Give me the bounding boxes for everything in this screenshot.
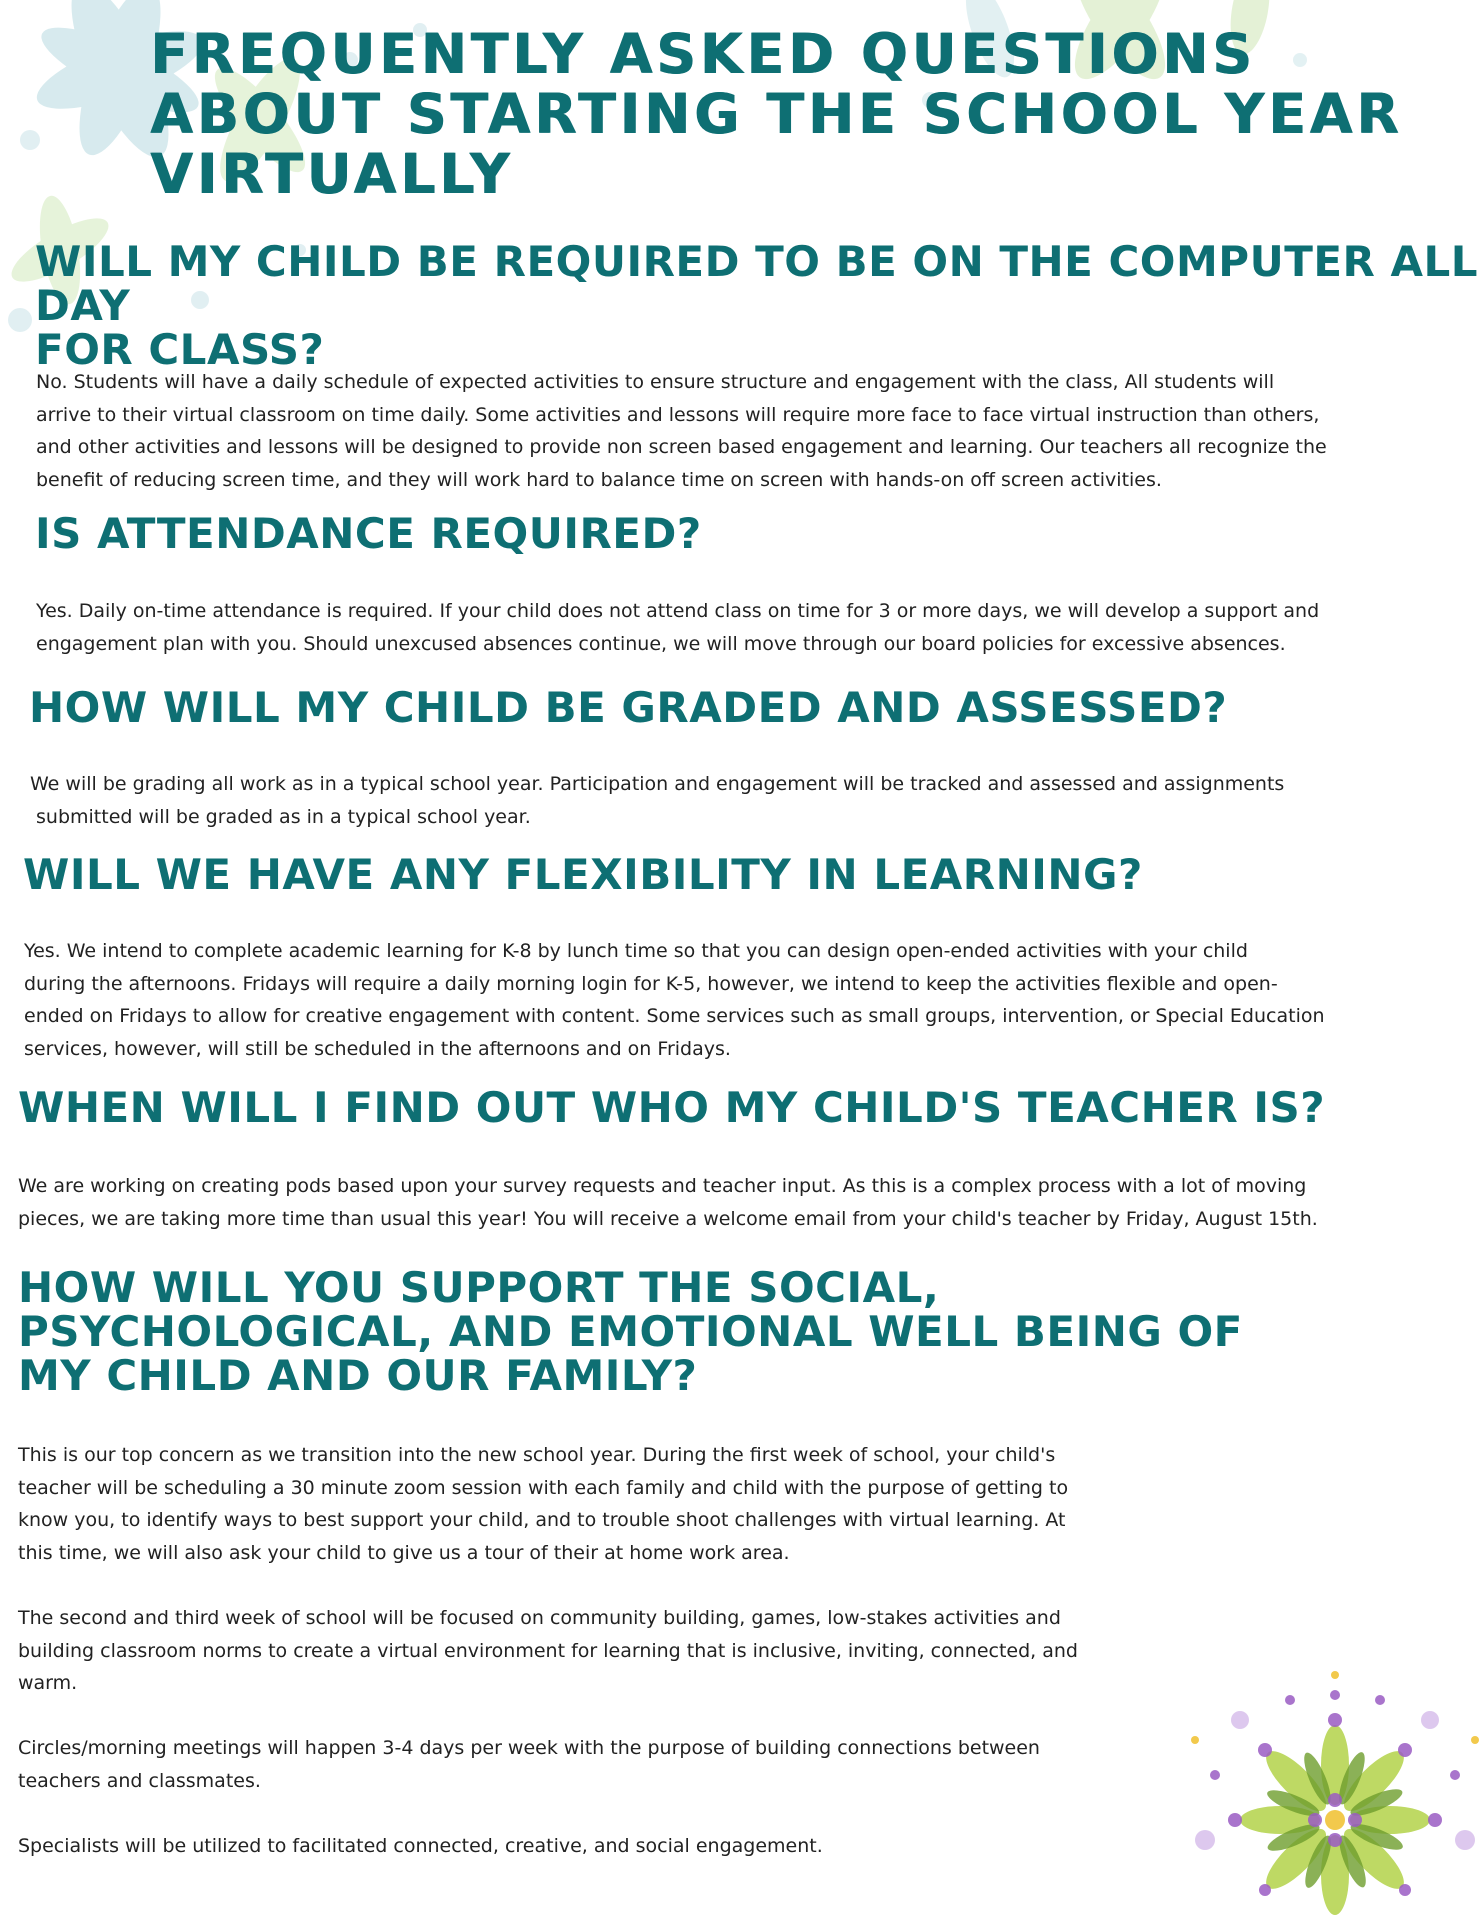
faq-answer-line: arrive to their virtual classroom on time daily. Some activities and lessons will require more face to face virtual instruction than others, xyxy=(36,403,1320,426)
faq-question-line: PSYCHOLOGICAL, AND EMOTIONAL WELL BEING OF xyxy=(18,1307,1243,1356)
faq-answer-line: Yes. We intend to complete academic learning for K-8 by lunch time so that you can design open-ended activities with your child xyxy=(24,940,1248,962)
faq-answer-line: benefit of reducing screen time, and they will work hard to balance time on screen with hands-on off screen activities. xyxy=(36,468,1162,491)
faq-answer-paragraph xyxy=(18,1439,1068,1569)
faq-question-line: WHEN WILL I FIND OUT WHO MY CHILD'S TEACHER IS? xyxy=(18,1083,1326,1132)
faq-question xyxy=(18,1083,1326,1132)
faq-answer-line: this time, we will also ask your child to give us a tour of their at home work area. xyxy=(18,1541,790,1564)
faq-answer-paragraph xyxy=(18,1602,1078,1700)
faq-answer-line: building classroom norms to create a virtual environment for learning that is inclusive, inviting, connected, and xyxy=(18,1639,1078,1662)
mandala-flower-decoration xyxy=(1170,1590,1483,1920)
faq-question xyxy=(35,509,702,558)
faq-answer-line: submitted will be graded as in a typical school year. xyxy=(36,805,531,828)
faq-question-line: WILL WE HAVE ANY FLEXIBILITY IN LEARNING? xyxy=(23,850,1143,899)
faq-question-line: IS ATTENDANCE REQUIRED? xyxy=(35,509,702,558)
faq-answer-line: during the afternoons. Fridays will require a daily morning login for K-5, however, we intend to keep the activities flexible and open- xyxy=(24,972,1278,995)
title-line: FREQUENTLY ASKED QUESTIONS xyxy=(150,22,1256,86)
faq-answer-line: No. Students will have a daily schedule of expected activities to ensure structure and engagement with the class, All students will xyxy=(36,371,1275,393)
faq-answer-line: The second and third week of school will be focused on community building, games, low-stakes activities and xyxy=(18,1607,1061,1629)
faq-answer-paragraph xyxy=(18,1732,1040,1797)
faq-answer-line: know you, to identify ways to best support your child, and to trouble shoot challenges with virtual learning. At xyxy=(18,1509,1066,1531)
faq-answer-line: ended on Fridays to allow for creative engagement with content. Some services such as small groups, intervention, or Special Education xyxy=(24,1005,1325,1027)
faq-answer-line: and other activities and lessons will be designed to provide non screen based engagement and learning. Our teachers all recognize the xyxy=(36,436,1327,458)
faq-question-line: HOW WILL MY CHILD BE GRADED AND ASSESSED? xyxy=(29,683,1228,732)
faq-question-line: FOR CLASS? xyxy=(35,325,325,374)
faq-answer-line: engagement plan with you. Should unexcused absences continue, we will move through our board policies for excessive absences. xyxy=(36,632,1286,655)
page-title xyxy=(150,24,1402,204)
faq-answer-line: services, however, will still be scheduled in the afternoons and on Fridays. xyxy=(24,1037,731,1060)
title-line: VIRTUALLY xyxy=(150,142,514,206)
faq-answer-line: Specialists will be utilized to facilitated connected, creative, and social engagement. xyxy=(18,1835,823,1857)
faq-answer xyxy=(18,1170,1318,1235)
faq-answer-line: We are working on creating pods based upon your survey requests and teacher input. As this is a complex process with a lot of moving xyxy=(18,1175,1307,1197)
faq-question xyxy=(23,850,1143,899)
faq-answer-line: This is our top concern as we transition into the new school year. During the first week of school, your child's xyxy=(18,1444,1056,1466)
faq-question xyxy=(35,237,1483,374)
faq-answer-line: Yes. Daily on-time attendance is required. If your child does not attend class on time for 3 or more days, we will develop a support and xyxy=(36,600,1320,622)
faq-answer xyxy=(24,935,1325,1065)
faq-answer xyxy=(36,366,1327,496)
faq-answer xyxy=(30,768,1284,833)
faq-answer xyxy=(36,595,1319,660)
faq-answer-paragraph xyxy=(18,1830,823,1863)
faq-answer-line: Circles/morning meetings will happen 3-4 days per week with the purpose of building connections between xyxy=(18,1737,1040,1759)
faq-answer-line: pieces, we are taking more time than usual this year! You will receive a welcome email from your child's teacher by Friday, August 15th. xyxy=(18,1207,1318,1230)
faq-answer-line: teachers and classmates. xyxy=(18,1769,261,1792)
faq-answer-line: teacher will be scheduling a 30 minute zoom session with each family and child with the purpose of getting to xyxy=(18,1476,1069,1499)
faq-question-line: HOW WILL YOU SUPPORT THE SOCIAL, xyxy=(18,1263,940,1312)
faq-answer-line: We will be grading all work as in a typical school year. Participation and engagement will be tracked and assessed and assignments xyxy=(30,773,1285,795)
faq-question-line: MY CHILD AND OUR FAMILY? xyxy=(18,1351,698,1400)
title-line: ABOUT STARTING THE SCHOOL YEAR xyxy=(150,82,1403,146)
faq-answer-line: warm. xyxy=(18,1672,78,1694)
faq-question xyxy=(18,1263,1243,1400)
faq-question xyxy=(29,683,1228,732)
faq-question-line: WILL MY CHILD BE REQUIRED TO BE ON THE COMPUTER ALL DAY xyxy=(35,237,1479,330)
